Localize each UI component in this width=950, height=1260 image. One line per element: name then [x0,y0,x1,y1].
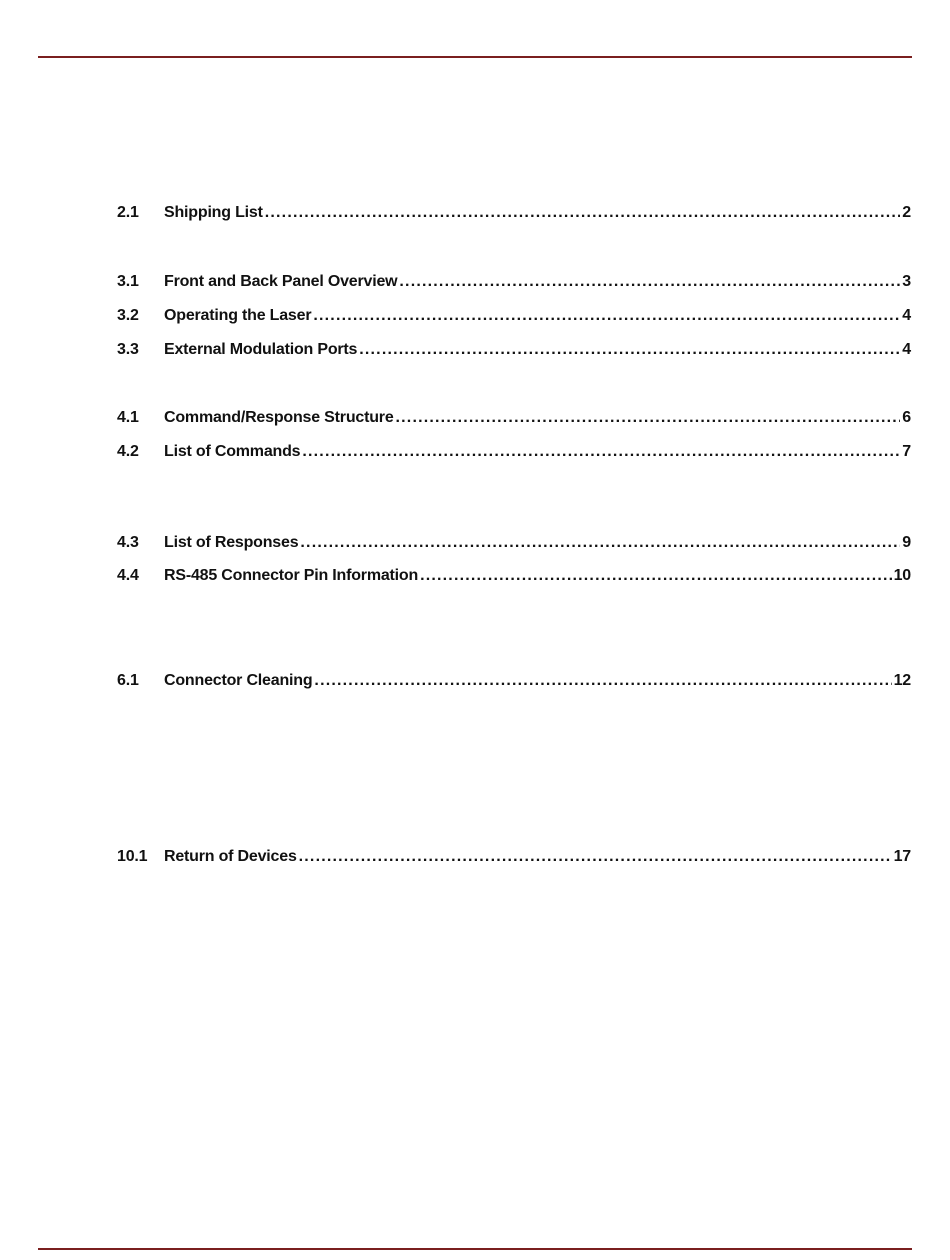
toc-leader-dots [314,670,891,692]
toc-entry[interactable] [117,532,911,554]
toc-entry[interactable] [117,670,911,692]
toc-entry-number: 6.1 [117,672,139,689]
toc-entry-title: Front and Back Panel Overview [164,273,398,290]
toc-entry-number: 4.1 [117,409,139,426]
toc-entry-title: Command/Response Structure [164,409,394,426]
toc-leader-dots [299,846,892,868]
toc-leader-dots [300,532,900,554]
toc-entry[interactable] [117,565,911,587]
toc-entry-number: 4.4 [117,567,139,584]
toc-entry-page: 4 [902,341,911,358]
toc-entry[interactable] [117,202,911,224]
toc-entry-page: 7 [902,443,911,460]
toc-entry-page: 17 [893,848,911,865]
toc-entry-title: Shipping List [164,204,263,221]
toc-entry-page: 2 [902,204,911,221]
toc-entry-number: 3.2 [117,307,139,324]
toc-entry-page: 12 [893,672,911,689]
toc-entry-page: 3 [902,273,911,290]
toc-entry-title: Return of Devices [164,848,297,865]
toc-entry[interactable] [117,846,911,868]
footer-rule [38,1248,912,1250]
toc-entry-title: Operating the Laser [164,307,312,324]
toc-entry[interactable] [117,441,911,463]
toc-entry-number: 4.2 [117,443,139,460]
toc-entry-number: 3.3 [117,341,139,358]
toc-leader-dots [302,441,900,463]
toc-leader-dots [396,407,901,429]
toc-leader-dots [399,271,900,293]
toc-entry-title: Connector Cleaning [164,672,313,689]
header-rule [38,56,912,58]
toc-entry-title: RS-485 Connector Pin Information [164,567,419,584]
toc-entry-number: 10.1 [117,848,148,865]
toc-entry-title: List of Responses [164,534,299,551]
toc-leader-dots [420,565,892,587]
toc-entry-number: 4.3 [117,534,139,551]
toc-entry-page: 9 [902,534,911,551]
toc-leader-dots [313,305,900,327]
toc-entry-page: 4 [902,307,911,324]
toc-entry-page: 6 [902,409,911,426]
toc-entry-title: List of Commands [164,443,301,460]
toc-leader-dots [359,339,900,361]
toc-entry-page: 10 [893,567,911,584]
toc-entry[interactable] [117,271,911,293]
toc-entry-number: 3.1 [117,273,139,290]
toc-entry-number: 2.1 [117,204,139,221]
toc-entry[interactable] [117,407,911,429]
toc-leader-dots [265,202,901,224]
toc-entry[interactable] [117,339,911,361]
toc-entry-title: External Modulation Ports [164,341,358,358]
toc-entry[interactable] [117,305,911,327]
